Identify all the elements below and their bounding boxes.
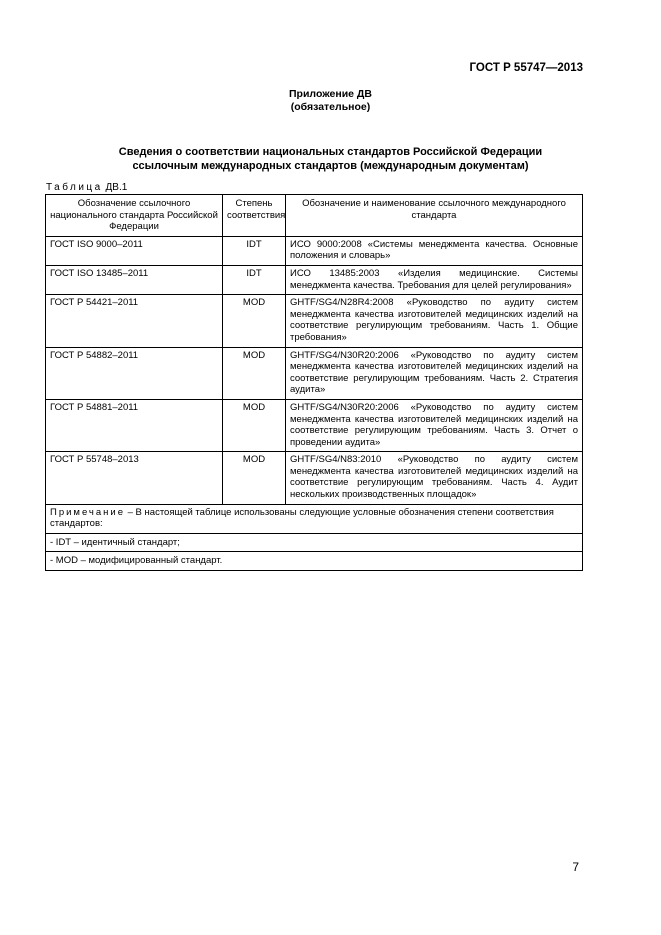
cell-standard: ГОСТ Р 54421–2011 (46, 295, 223, 347)
table-row (46, 236, 583, 265)
heading-line-2: ссылочным международных стандартов (международным документам) (132, 160, 529, 172)
heading-line-1: Сведения о соответствии национальных стандартов Российской Федерации (118, 146, 543, 158)
table-row (46, 295, 583, 347)
table-caption-word: Таблица (46, 182, 103, 193)
table-row (46, 452, 583, 504)
header-national-standard: Обозначение ссылочного национального стандарта Российской Федерации (46, 195, 223, 237)
table-note (46, 504, 583, 570)
cell-standard: ГОСТ ISO 9000–2011 (46, 236, 223, 265)
header-reference-standard: Обозначение и наименование ссылочного международного стандарта (286, 195, 583, 237)
table-row (46, 347, 583, 399)
table-row (46, 265, 583, 294)
page-number: 7 (572, 860, 579, 874)
note-body: – В настоящей таблице использованы следующие условные обозначения степени соответствия стандартов: (50, 506, 554, 530)
appendix-title: Приложение ДВ (289, 88, 372, 100)
note-item-idt: - IDT – идентичный стандарт; (46, 533, 582, 549)
table-caption (46, 182, 127, 193)
table-header-row (46, 195, 583, 237)
note-label: Примечание (50, 506, 125, 518)
cell-degree: IDT (223, 236, 286, 265)
cell-degree: MOD (223, 295, 286, 347)
table-note-row (46, 504, 583, 570)
appendix-subtitle: (обязательное) (290, 101, 371, 113)
cell-standard: ГОСТ ISO 13485–2011 (46, 265, 223, 294)
cell-degree: IDT (223, 265, 286, 294)
table-caption-id: ДВ.1 (105, 182, 128, 193)
note-item-mod: - MOD – модифицированный стандарт. (46, 551, 582, 567)
cell-reference: GHTF/SG4/N30R20:2006 «Руководство по аудиту систем менеджмента качества изготовителей медицинских изделий на соответствие регулирующим требованиям. Часть 2. Стратегия аудита» (286, 347, 583, 399)
cell-reference: ИСО 13485:2003 «Изделия медицинские. Системы менеджмента качества. Требования для целей регулирования» (286, 265, 583, 294)
cell-degree: MOD (223, 399, 286, 451)
cell-standard: ГОСТ Р 54881–2011 (46, 399, 223, 451)
cell-standard: ГОСТ Р 55748–2013 (46, 452, 223, 504)
cell-reference: GHTF/SG4/N30R20:2006 «Руководство по аудиту систем менеджмента качества изготовителей медицинских изделий на соответствие регулирующим требованиям. Часть 3. Отчет о проведении аудита» (286, 399, 583, 451)
cell-reference: ИСО 9000:2008 «Системы менеджмента качества. Основные положения и словарь» (286, 236, 583, 265)
cell-reference: GHTF/SG4/N83:2010 «Руководство по аудиту систем менеджмента качества изготовителей медицинских изделий на соответствие регулирующим требованиям. Часть 4. Аудит нескольких производственных площадок» (286, 452, 583, 504)
appendix-block (0, 88, 661, 114)
document-code: ГОСТ Р 55747—2013 (469, 62, 583, 74)
cell-degree: MOD (223, 452, 286, 504)
table-row (46, 399, 583, 451)
header-degree: Степень соответствия (223, 195, 286, 237)
section-heading (40, 145, 621, 173)
note-text (50, 507, 578, 530)
cell-standard: ГОСТ Р 54882–2011 (46, 347, 223, 399)
cell-degree: MOD (223, 347, 286, 399)
cell-reference: GHTF/SG4/N28R4:2008 «Руководство по аудиту систем менеджмента качества изготовителей медицинских изделий на соответствие регулирующим требованиям. Часть 1. Общие требования» (286, 295, 583, 347)
correspondence-table (45, 194, 583, 571)
